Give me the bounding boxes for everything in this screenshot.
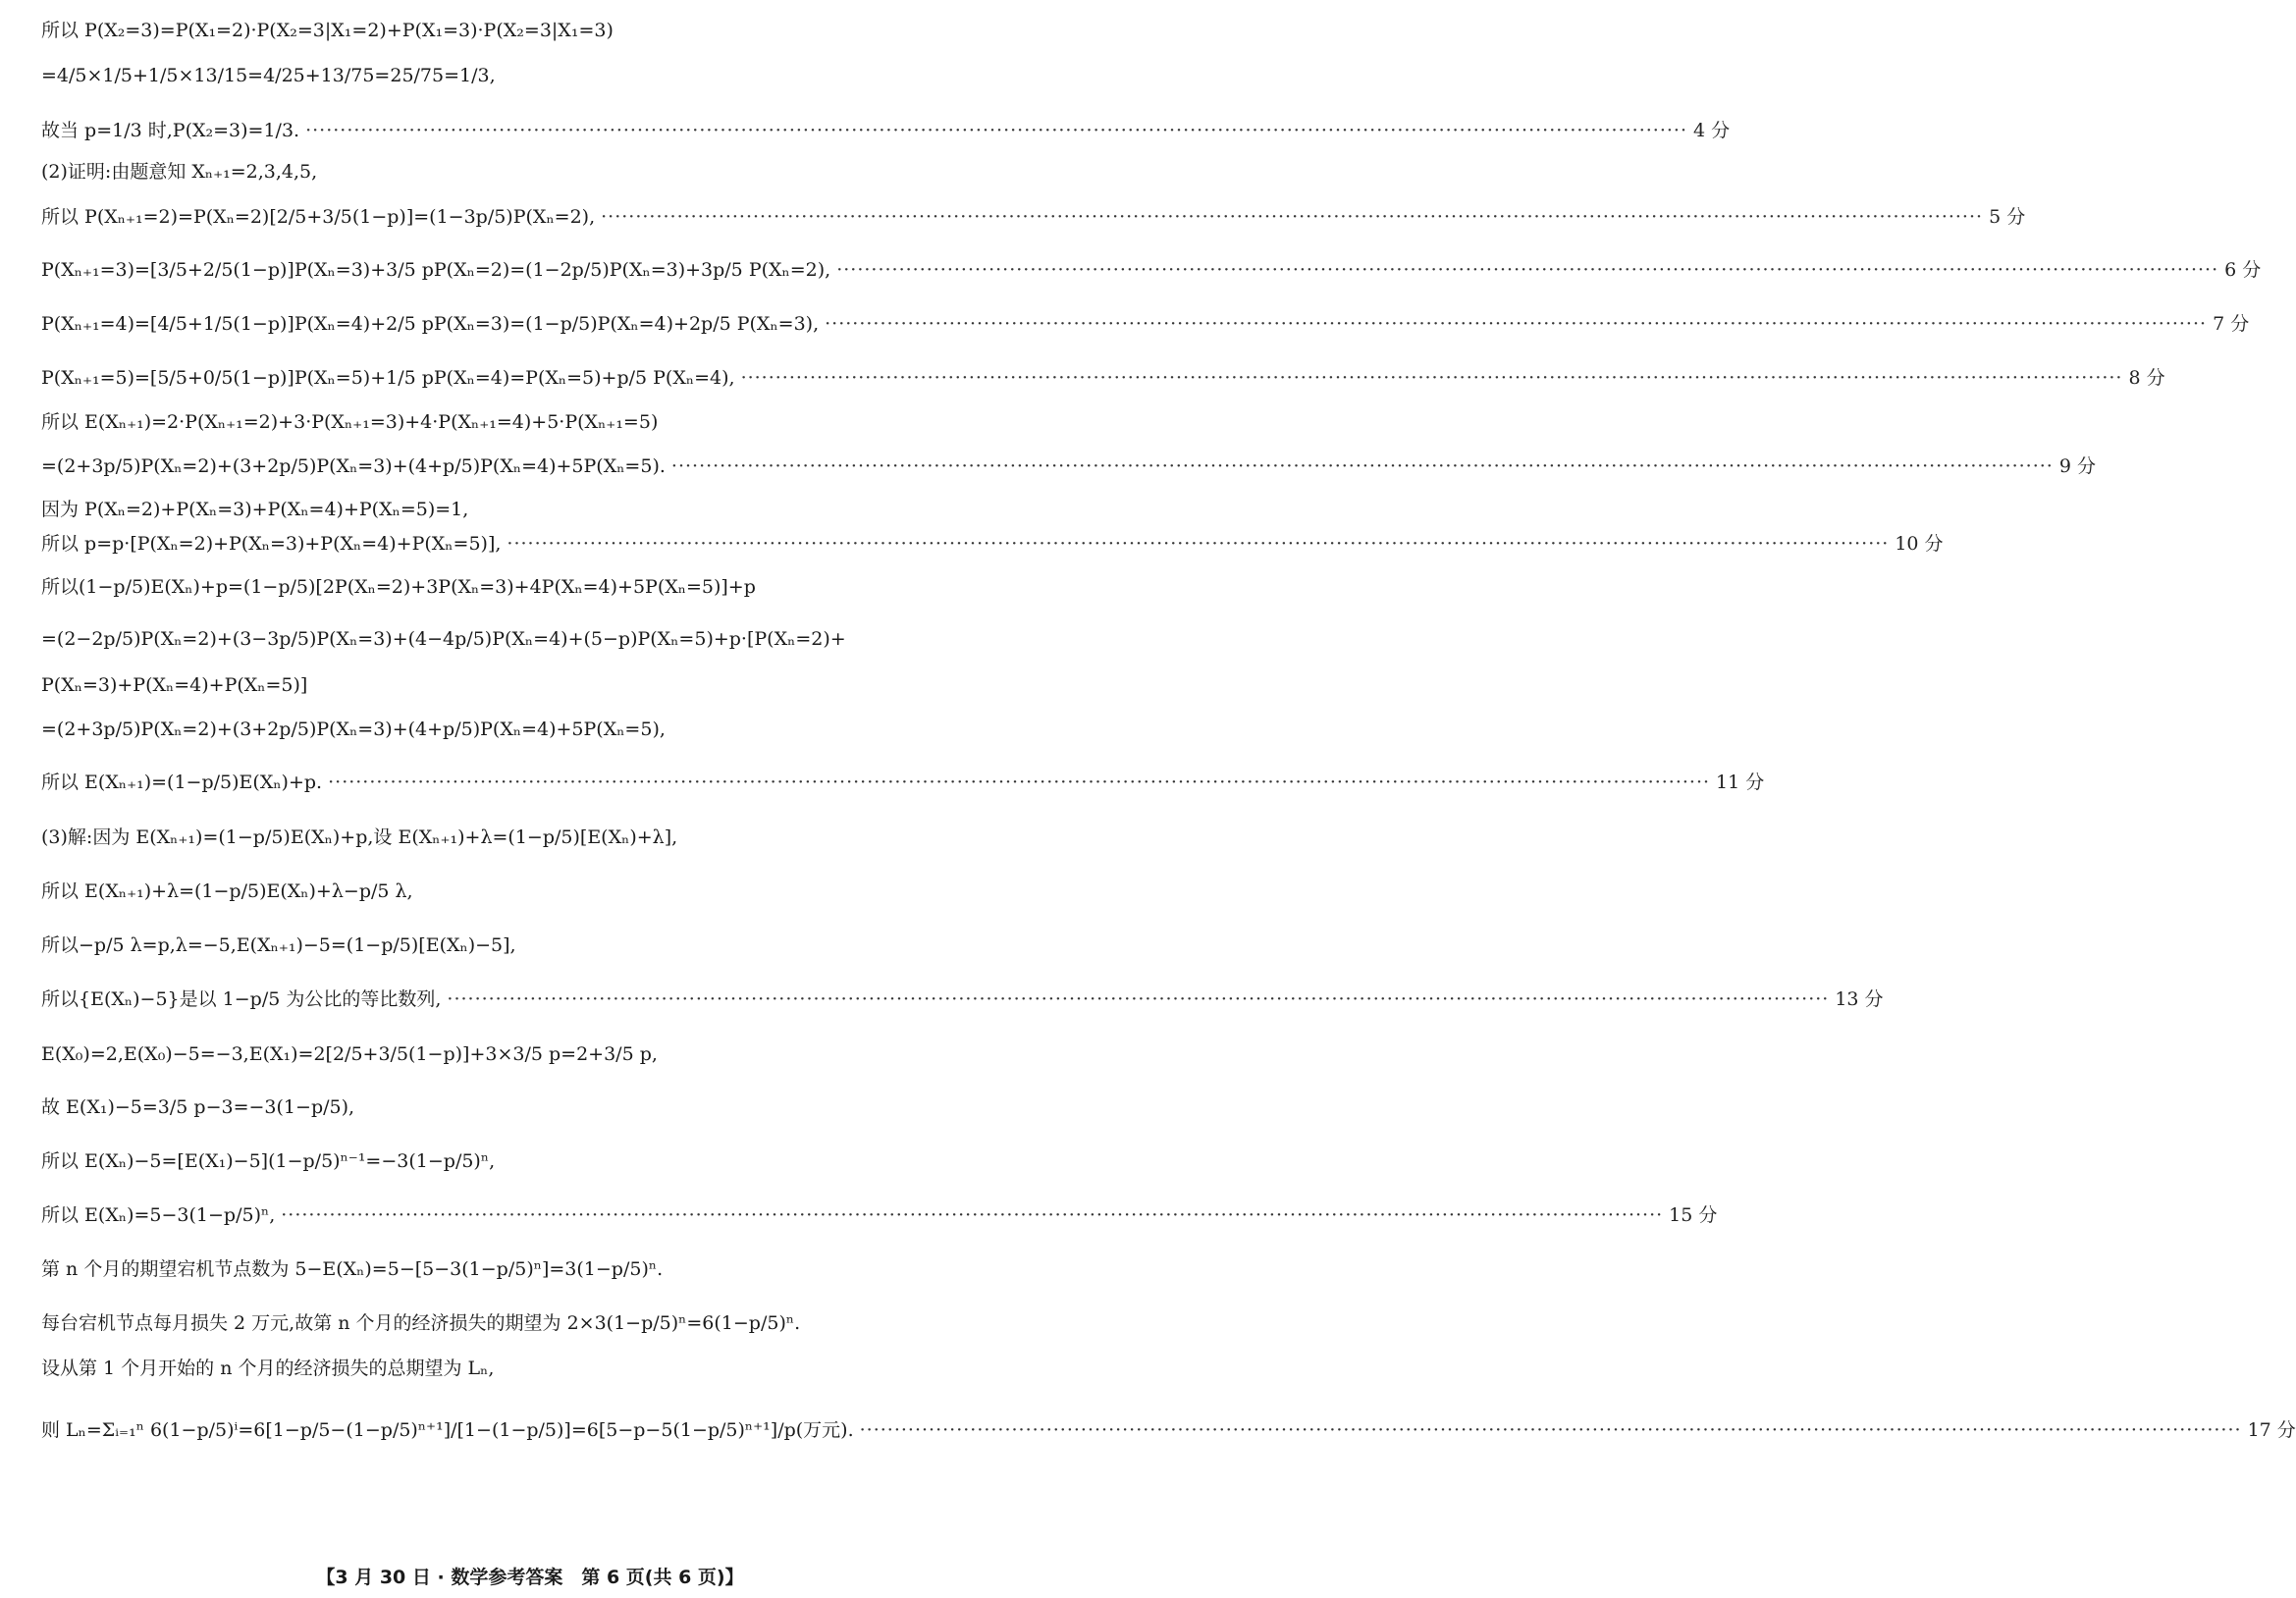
- answer-line: [41, 163, 1019, 182]
- line-text: 所以 P(X₂=3)=P(X₁=2)·P(X₂=3|X₁=2)+P(X₁=3)·P(X₂=3|X₁=3): [41, 20, 614, 41]
- answer-line: [41, 455, 2096, 477]
- answer-line: [41, 988, 1884, 1010]
- answer-line: [41, 772, 1765, 793]
- leader-dots: ········································································································································································································: [825, 313, 2208, 335]
- leader-dots: ········································································································································································································: [328, 772, 1711, 793]
- line-text: 所以(1−p/5)E(Xₙ)+p=(1−p/5)[2P(Xₙ=2)+3P(Xₙ=3)+4P(Xₙ=4)+5P(Xₙ=5)]+p: [41, 576, 756, 598]
- answer-line: [41, 882, 1019, 901]
- leader-dots: ········································································································································································································: [507, 533, 1890, 555]
- answer-line: [41, 1152, 1019, 1171]
- line-text: 所以 E(Xₙ₊₁)=2·P(Xₙ₊₁=2)+3·P(Xₙ₊₁=3)+4·P(Xₙ₊₁=4)+5·P(Xₙ₊₁=5): [41, 411, 659, 433]
- page-footer: 【3 月 30 日 · 数学参考答案 第 6 页(共 6 页)】: [316, 1567, 744, 1588]
- line-text: (2)证明:由题意知 Xₙ₊₁=2,3,4,5,: [41, 161, 318, 183]
- line-text: 所以 E(Xₙ₊₁)=(1−p/5)E(Xₙ)+p.: [41, 772, 323, 793]
- line-text: 故 E(X₁)−5=3/5 p−3=−3(1−p/5),: [41, 1096, 355, 1118]
- line-text: 则 Lₙ=Σᵢ₌₁ⁿ 6(1−p/5)ⁱ=6[1−p/5−(1−p/5)ⁿ⁺¹]/[1−(1−p/5)]=6[5−p−5(1−p/5)ⁿ⁺¹]/p(万元).: [41, 1419, 854, 1441]
- answer-line: [41, 67, 1019, 85]
- score-label: 13 分: [1835, 988, 1884, 1010]
- leader-dots: ········································································································································································································: [281, 1204, 1664, 1226]
- answer-line: [41, 1045, 1019, 1064]
- line-text: P(Xₙ₊₁=4)=[4/5+1/5(1−p)]P(Xₙ=4)+2/5 pP(Xₙ=3)=(1−p/5)P(Xₙ=4)+2p/5 P(Xₙ=3),: [41, 313, 820, 335]
- line-text: =4/5×1/5+1/5×13/15=4/25+13/75=25/75=1/3,: [41, 65, 496, 86]
- answer-line: [41, 1260, 1019, 1279]
- score-label: 10 分: [1895, 533, 1944, 555]
- line-text: 每台宕机节点每月损失 2 万元,故第 n 个月的经济损失的期望为 2×3(1−p/5)ⁿ=6(1−p/5)ⁿ.: [41, 1312, 801, 1334]
- leader-dots: ········································································································································································································: [836, 259, 2219, 281]
- leader-dots: ········································································································································································································: [305, 120, 1687, 141]
- line-text: (3)解:因为 E(Xₙ₊₁)=(1−p/5)E(Xₙ)+p,设 E(Xₙ₊₁)+λ=(1−p/5)[E(Xₙ)+λ],: [41, 826, 678, 848]
- line-text: 第 n 个月的期望宕机节点数为 5−E(Xₙ)=5−[5−3(1−p/5)ⁿ]=3(1−p/5)ⁿ.: [41, 1258, 664, 1280]
- answer-line: [41, 578, 1019, 597]
- line-text: =(2+3p/5)P(Xₙ=2)+(3+2p/5)P(Xₙ=3)+(4+p/5)P(Xₙ=4)+5P(Xₙ=5),: [41, 719, 666, 740]
- line-text: 所以 E(Xₙ₊₁)+λ=(1−p/5)E(Xₙ)+λ−p/5 λ,: [41, 880, 413, 902]
- line-text: P(Xₙ₊₁=5)=[5/5+0/5(1−p)]P(Xₙ=5)+1/5 pP(Xₙ=4)=P(Xₙ=5)+p/5 P(Xₙ=4),: [41, 367, 735, 389]
- line-text: 故当 p=1/3 时,P(X₂=3)=1/3.: [41, 120, 300, 141]
- answer-line: [41, 936, 1019, 955]
- score-label: 9 分: [2058, 455, 2096, 477]
- leader-dots: ········································································································································································································: [859, 1419, 2242, 1441]
- answer-line: [41, 120, 1731, 141]
- line-text: 所以−p/5 λ=p,λ=−5,E(Xₙ₊₁)−5=(1−p/5)[E(Xₙ)−5],: [41, 934, 516, 956]
- leader-dots: ········································································································································································································: [740, 367, 2123, 389]
- score-label: 6 分: [2224, 259, 2262, 281]
- line-text: 所以{E(Xₙ)−5}是以 1−p/5 为公比的等比数列,: [41, 988, 442, 1010]
- answer-line: [41, 1314, 1019, 1333]
- answer-line: [41, 1419, 2296, 1441]
- score-label: 8 分: [2128, 367, 2165, 389]
- score-label: 4 分: [1693, 120, 1731, 141]
- score-label: 15 分: [1669, 1204, 1718, 1226]
- leader-dots: ········································································································································································································: [670, 455, 2054, 477]
- leader-dots: ········································································································································································································: [601, 206, 1984, 228]
- answer-line: [41, 367, 2165, 389]
- score-label: 5 分: [1989, 206, 2026, 228]
- answer-line: [41, 533, 1944, 555]
- answer-line: [41, 1098, 1019, 1117]
- score-label: 7 分: [2213, 313, 2250, 335]
- line-text: 所以 E(Xₙ)−5=[E(X₁)−5](1−p/5)ⁿ⁻¹=−3(1−p/5)ⁿ,: [41, 1150, 496, 1172]
- answer-line: [41, 630, 1019, 649]
- answer-line: [41, 676, 1019, 695]
- answer-line: [41, 413, 1019, 432]
- answer-line: [41, 206, 2026, 228]
- answer-line: [41, 501, 1019, 519]
- line-text: P(Xₙ₊₁=3)=[3/5+2/5(1−p)]P(Xₙ=3)+3/5 pP(Xₙ=2)=(1−2p/5)P(Xₙ=3)+3p/5 P(Xₙ=2),: [41, 259, 831, 281]
- line-text: P(Xₙ=3)+P(Xₙ=4)+P(Xₙ=5)]: [41, 674, 308, 696]
- line-text: E(X₀)=2,E(X₀)−5=−3,E(X₁)=2[2/5+3/5(1−p)]+3×3/5 p=2+3/5 p,: [41, 1043, 658, 1065]
- answer-line: [41, 259, 2262, 281]
- line-text: =(2−2p/5)P(Xₙ=2)+(3−3p/5)P(Xₙ=3)+(4−4p/5)P(Xₙ=4)+(5−p)P(Xₙ=5)+p·[P(Xₙ=2)+: [41, 628, 846, 650]
- line-text: 所以 E(Xₙ)=5−3(1−p/5)ⁿ,: [41, 1204, 276, 1226]
- line-text: 因为 P(Xₙ=2)+P(Xₙ=3)+P(Xₙ=4)+P(Xₙ=5)=1,: [41, 499, 469, 520]
- answer-line: [41, 828, 1019, 847]
- line-text: =(2+3p/5)P(Xₙ=2)+(3+2p/5)P(Xₙ=3)+(4+p/5)P(Xₙ=4)+5P(Xₙ=5).: [41, 455, 666, 477]
- line-text: 所以 P(Xₙ₊₁=2)=P(Xₙ=2)[2/5+3/5(1−p)]=(1−3p/5)P(Xₙ=2),: [41, 206, 596, 228]
- answer-line: [41, 1204, 1718, 1226]
- answer-line: [41, 313, 2250, 335]
- line-text: 设从第 1 个月开始的 n 个月的经济损失的总期望为 Lₙ,: [41, 1358, 495, 1379]
- score-label: 11 分: [1716, 772, 1765, 793]
- leader-dots: ········································································································································································································: [447, 988, 1830, 1010]
- answer-line: [41, 22, 1019, 40]
- score-label: 17 分: [2247, 1419, 2296, 1441]
- line-text: 所以 p=p·[P(Xₙ=2)+P(Xₙ=3)+P(Xₙ=4)+P(Xₙ=5)],: [41, 533, 502, 555]
- answer-line: [41, 720, 1019, 739]
- answer-line: [41, 1359, 1019, 1378]
